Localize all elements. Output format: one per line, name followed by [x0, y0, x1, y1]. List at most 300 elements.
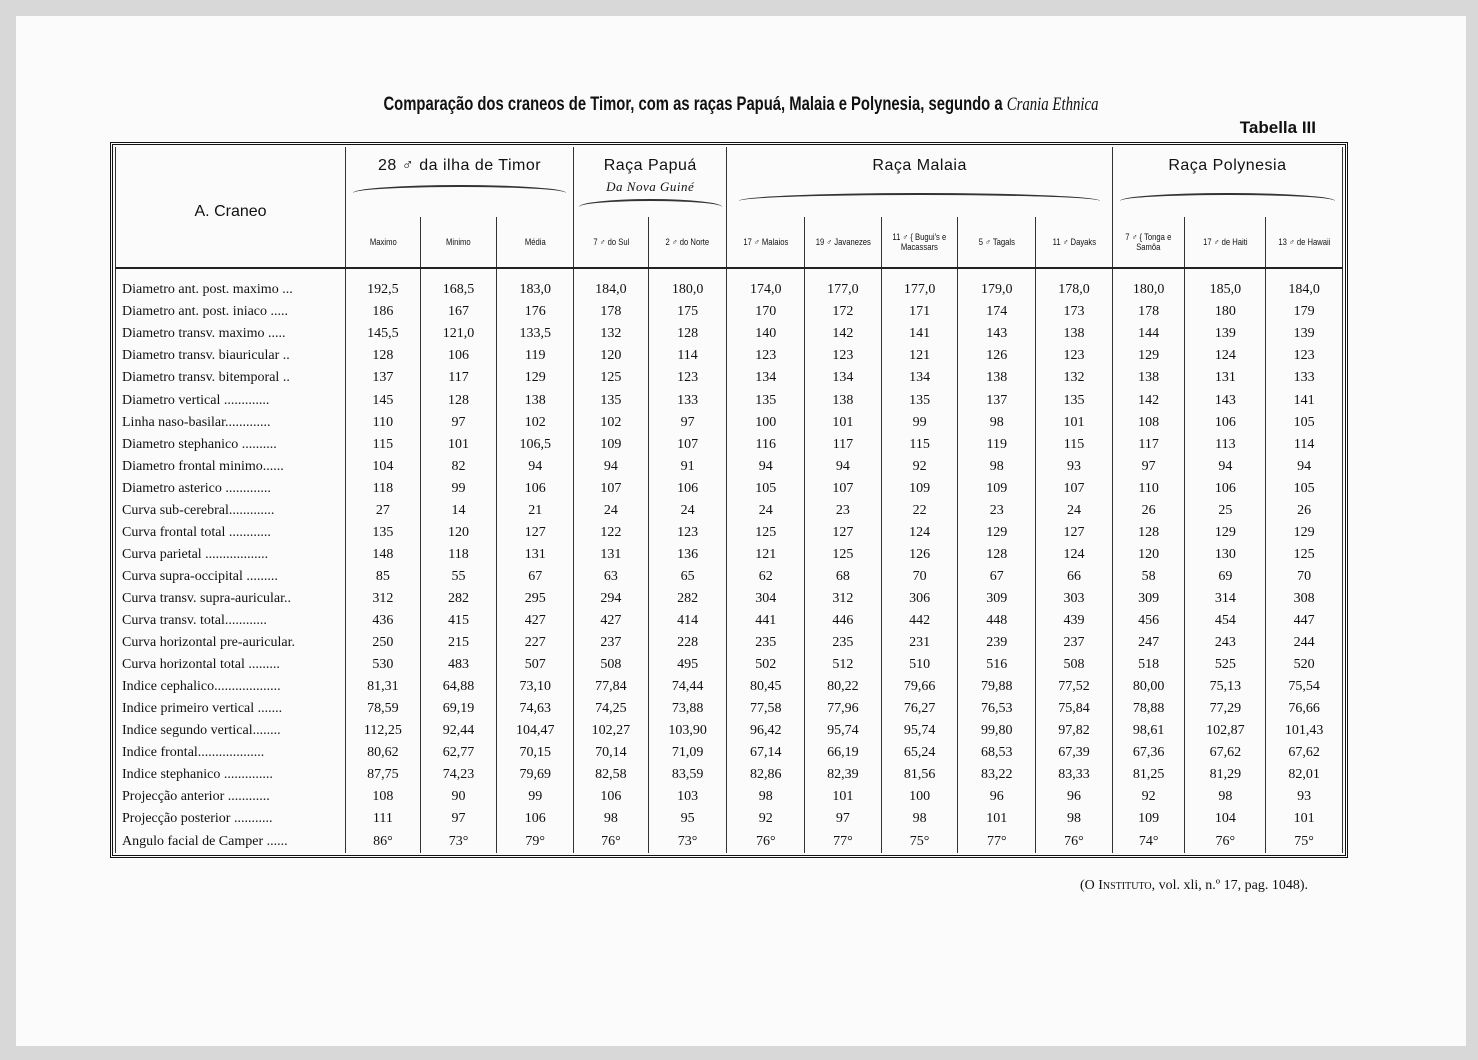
table-cell: 106	[1185, 412, 1266, 434]
table-cell: 96	[958, 787, 1036, 809]
table-row	[116, 787, 1343, 809]
group-malaia	[727, 147, 1112, 217]
table-cell: 110	[1112, 478, 1185, 500]
table-cell: 235	[727, 632, 805, 654]
table-cell: 82,01	[1266, 765, 1343, 787]
table-cell: 495	[648, 654, 727, 676]
table-row	[116, 302, 1343, 324]
table-cell: 102	[574, 412, 649, 434]
table-cell: 74°	[1112, 831, 1185, 853]
table-cell: 138	[958, 368, 1036, 390]
table-cell: 171	[881, 302, 958, 324]
table-cell: 23	[805, 500, 882, 522]
table-cell: 79°	[497, 831, 574, 853]
row-label: Linha naso-basilar.............	[116, 412, 346, 434]
table-cell: 123	[727, 346, 805, 368]
table-cell: 141	[881, 324, 958, 346]
table-cell: 124	[881, 522, 958, 544]
table-cell: 99	[497, 787, 574, 809]
table-cell: 282	[648, 588, 727, 610]
table-cell: 106	[497, 809, 574, 831]
group-polynesia	[1112, 147, 1342, 217]
table-cell: 142	[805, 324, 882, 346]
table-cell: 24	[574, 500, 649, 522]
table-cell: 174	[958, 302, 1036, 324]
table-cell: 177,0	[881, 268, 958, 302]
table-cell: 94	[1185, 456, 1266, 478]
row-label: Curva transv. supra-auricular..	[116, 588, 346, 610]
table-cell: 183,0	[497, 268, 574, 302]
table-cell: 75,54	[1266, 677, 1343, 699]
table-cell: 114	[1266, 434, 1343, 456]
table-cell: 295	[497, 588, 574, 610]
table-cell: 132	[574, 324, 649, 346]
table-cell: 76,66	[1266, 699, 1343, 721]
table-cell: 131	[574, 544, 649, 566]
table-cell: 83,22	[958, 765, 1036, 787]
table-cell: 104	[346, 456, 421, 478]
table-cell: 73°	[420, 831, 497, 853]
table-cell: 86°	[346, 831, 421, 853]
table-cell: 26	[1266, 500, 1343, 522]
row-label: Diametro transv. bitemporal ..	[116, 368, 346, 390]
table-cell: 101	[958, 809, 1036, 831]
table-cell: 133,5	[497, 324, 574, 346]
table-cell: 106	[574, 787, 649, 809]
table-cell: 110	[346, 412, 421, 434]
column-header: 11 ♂ Dayaks	[1041, 217, 1106, 268]
table-cell: 81,29	[1185, 765, 1266, 787]
table-cell: 145,5	[346, 324, 421, 346]
table-cell: 76°	[1036, 831, 1113, 853]
table-cell: 123	[648, 368, 727, 390]
table-cell: 90	[420, 787, 497, 809]
table-cell: 79,88	[958, 677, 1036, 699]
table-cell: 114	[648, 346, 727, 368]
table-number: Tabella III	[1239, 118, 1316, 137]
row-label: Projecção anterior ............	[116, 787, 346, 809]
table-cell: 123	[1266, 346, 1343, 368]
table-cell: 78,88	[1112, 699, 1185, 721]
table-cell: 507	[497, 654, 574, 676]
table-cell: 67,62	[1185, 743, 1266, 765]
table-cell: 309	[1112, 588, 1185, 610]
column-header: 2 ♂ do Norte	[654, 217, 721, 268]
table-cell: 127	[1036, 522, 1113, 544]
table-cell: 180	[1185, 302, 1266, 324]
table-cell: 135	[1036, 390, 1113, 412]
row-label: Curva supra-occipital .........	[116, 566, 346, 588]
row-label: Indice frontal...................	[116, 743, 346, 765]
table-cell: 106	[1185, 478, 1266, 500]
row-label: Projecção posterior ...........	[116, 809, 346, 831]
table-cell: 64,88	[420, 677, 497, 699]
brace-decoration	[579, 199, 722, 207]
table-cell: 135	[346, 522, 421, 544]
table-cell: 125	[1266, 544, 1343, 566]
table-row	[116, 456, 1343, 478]
table-cell: 92,44	[420, 721, 497, 743]
table-cell: 109	[574, 434, 649, 456]
table-cell: 178	[574, 302, 649, 324]
table-cell: 81,25	[1112, 765, 1185, 787]
table-cell: 131	[1185, 368, 1266, 390]
table-cell: 27	[346, 500, 421, 522]
table-cell: 74,63	[497, 699, 574, 721]
table-row	[116, 632, 1343, 654]
table-cell: 119	[497, 346, 574, 368]
table-cell: 178	[1112, 302, 1185, 324]
table-cell: 77,52	[1036, 677, 1113, 699]
table-cell: 68,53	[958, 743, 1036, 765]
table-cell: 101	[1036, 412, 1113, 434]
table-cell: 127	[497, 522, 574, 544]
row-label: Diametro asterico .............	[116, 478, 346, 500]
table-cell: 168,5	[420, 268, 497, 302]
table-cell: 133	[648, 390, 727, 412]
table-cell: 81,31	[346, 677, 421, 699]
group-malaia-label: Raça Malaia	[872, 157, 967, 174]
table-cell: 101	[805, 787, 882, 809]
table-row	[116, 368, 1343, 390]
table-cell: 101	[1266, 809, 1343, 831]
table-cell: 134	[805, 368, 882, 390]
table-cell: 138	[1112, 368, 1185, 390]
table-cell: 108	[1112, 412, 1185, 434]
table-cell: 176	[497, 302, 574, 324]
table-cell: 508	[574, 654, 649, 676]
table-cell: 70,14	[574, 743, 649, 765]
table-cell: 77,29	[1185, 699, 1266, 721]
table-cell: 66,19	[805, 743, 882, 765]
table-cell: 82	[420, 456, 497, 478]
table-cell: 98	[1185, 787, 1266, 809]
table-cell: 303	[1036, 588, 1113, 610]
table-cell: 115	[346, 434, 421, 456]
table-cell: 139	[1185, 324, 1266, 346]
table-cell: 127	[805, 522, 882, 544]
group-papua	[574, 147, 727, 217]
column-header: 7 ♂ do Sul	[579, 217, 642, 268]
table-cell: 510	[881, 654, 958, 676]
table-row	[116, 699, 1343, 721]
table-cell: 93	[1266, 787, 1343, 809]
table-cell: 141	[1266, 390, 1343, 412]
table-row	[116, 478, 1343, 500]
table-cell: 79,66	[881, 677, 958, 699]
data-table	[115, 147, 1343, 853]
table-row	[116, 721, 1343, 743]
table-cell: 102,87	[1185, 721, 1266, 743]
column-header: Média	[503, 217, 568, 268]
table-cell: 67	[958, 566, 1036, 588]
table-cell: 78,59	[346, 699, 421, 721]
table-cell: 512	[805, 654, 882, 676]
row-label: Diametro ant. post. iniaco .....	[116, 302, 346, 324]
table-cell: 120	[574, 346, 649, 368]
table-row	[116, 346, 1343, 368]
table-cell: 120	[420, 522, 497, 544]
table-cell: 215	[420, 632, 497, 654]
table-cell: 80,62	[346, 743, 421, 765]
table-cell: 119	[958, 434, 1036, 456]
table-row	[116, 831, 1343, 853]
table-cell: 99	[420, 478, 497, 500]
row-label: Curva frontal total ............	[116, 522, 346, 544]
table-cell: 237	[1036, 632, 1113, 654]
table-cell: 87,75	[346, 765, 421, 787]
table-cell: 129	[1185, 522, 1266, 544]
row-label: Curva sub-cerebral.............	[116, 500, 346, 522]
table-cell: 309	[958, 588, 1036, 610]
table-cell: 76,27	[881, 699, 958, 721]
document-page	[16, 16, 1466, 1046]
table-cell: 231	[881, 632, 958, 654]
table-cell: 123	[805, 346, 882, 368]
table-cell: 237	[574, 632, 649, 654]
table-cell: 113	[1185, 434, 1266, 456]
table-cell: 123	[1036, 346, 1113, 368]
table-cell: 508	[1036, 654, 1113, 676]
column-header: 7 ♂ { Tonga e Samôa	[1118, 217, 1180, 268]
table-cell: 415	[420, 610, 497, 632]
table-cell: 58	[1112, 566, 1185, 588]
table-cell: 94	[805, 456, 882, 478]
table-cell: 124	[1036, 544, 1113, 566]
table-cell: 98	[881, 809, 958, 831]
table-cell: 129	[497, 368, 574, 390]
group-papua-sublabel: Da Nova Guiné	[606, 179, 695, 194]
table-cell: 186	[346, 302, 421, 324]
table-cell: 69,19	[420, 699, 497, 721]
table-cell: 120	[1112, 544, 1185, 566]
table-cell: 70	[881, 566, 958, 588]
table-cell: 179,0	[958, 268, 1036, 302]
table-cell: 23	[958, 500, 1036, 522]
table-cell: 95	[648, 809, 727, 831]
table-cell: 446	[805, 610, 882, 632]
table-cell: 116	[727, 434, 805, 456]
table-cell: 117	[1112, 434, 1185, 456]
table-cell: 107	[574, 478, 649, 500]
brace-decoration	[1120, 193, 1335, 201]
table-cell: 98	[1036, 809, 1113, 831]
table-cell: 179	[1266, 302, 1343, 324]
source-note	[1080, 878, 1308, 894]
table-cell: 74,44	[648, 677, 727, 699]
table-cell: 180,0	[1112, 268, 1185, 302]
table-cell: 167	[420, 302, 497, 324]
table-cell: 97	[420, 412, 497, 434]
table-row	[116, 434, 1343, 456]
table-cell: 282	[420, 588, 497, 610]
table-cell: 138	[805, 390, 882, 412]
table-row	[116, 500, 1343, 522]
table-cell: 105	[1266, 478, 1343, 500]
table-cell: 95,74	[805, 721, 882, 743]
table-cell: 95,74	[881, 721, 958, 743]
table-cell: 131	[497, 544, 574, 566]
table-row	[116, 390, 1343, 412]
table-cell: 107	[648, 434, 727, 456]
column-header: 11 ♂ { Bugui's e Macassars	[887, 217, 952, 268]
table-cell: 173	[1036, 302, 1113, 324]
table-cell: 97,82	[1036, 721, 1113, 743]
table-cell: 22	[881, 500, 958, 522]
table-cell: 134	[727, 368, 805, 390]
group-polynesia-label: Raça Polynesia	[1168, 157, 1287, 174]
table-cell: 448	[958, 610, 1036, 632]
table-cell: 126	[958, 346, 1036, 368]
table-row	[116, 324, 1343, 346]
row-label: Diametro transv. biauricular ..	[116, 346, 346, 368]
table-cell: 125	[574, 368, 649, 390]
table-row	[116, 522, 1343, 544]
table-cell: 128	[958, 544, 1036, 566]
table-cell: 105	[1266, 412, 1343, 434]
table-cell: 107	[805, 478, 882, 500]
table-cell: 66	[1036, 566, 1113, 588]
table-cell: 97	[1112, 456, 1185, 478]
row-label: Diametro transv. maximo .....	[116, 324, 346, 346]
table-row	[116, 743, 1343, 765]
table-cell: 74,25	[574, 699, 649, 721]
page-title	[176, 94, 1307, 116]
table-body	[116, 268, 1343, 853]
table-cell: 441	[727, 610, 805, 632]
table-cell: 128	[346, 346, 421, 368]
row-label: Curva horizontal total .........	[116, 654, 346, 676]
column-header: 19 ♂ Javanezes	[810, 217, 875, 268]
row-label: Diametro frontal minimo......	[116, 456, 346, 478]
table-cell: 148	[346, 544, 421, 566]
table-cell: 97	[805, 809, 882, 831]
table-cell: 121	[881, 346, 958, 368]
table-cell: 516	[958, 654, 1036, 676]
table-cell: 134	[881, 368, 958, 390]
table-cell: 133	[1266, 368, 1343, 390]
row-label: Curva parietal ..................	[116, 544, 346, 566]
table-cell: 94	[1266, 456, 1343, 478]
table-cell: 135	[574, 390, 649, 412]
row-label: Indice primeiro vertical .......	[116, 699, 346, 721]
column-header: 17 ♂ Malaios	[733, 217, 799, 268]
row-label: Indice cephalico...................	[116, 677, 346, 699]
table-cell: 79,69	[497, 765, 574, 787]
table-row	[116, 809, 1343, 831]
table-cell: 135	[881, 390, 958, 412]
table-cell: 128	[420, 390, 497, 412]
column-header: Minimo	[426, 217, 491, 268]
table-cell: 94	[497, 456, 574, 478]
brace-decoration	[353, 185, 566, 193]
table-cell: 439	[1036, 610, 1113, 632]
table-cell: 102	[497, 412, 574, 434]
table-cell: 456	[1112, 610, 1185, 632]
table-cell: 85	[346, 566, 421, 588]
table-cell: 175	[648, 302, 727, 324]
table-cell: 75,13	[1185, 677, 1266, 699]
group-timor-label: 28 ♂ da ilha de Timor	[378, 157, 542, 174]
table-cell: 125	[805, 544, 882, 566]
table-cell: 111	[346, 809, 421, 831]
table-cell: 98	[574, 809, 649, 831]
table-cell: 101	[805, 412, 882, 434]
table-cell: 109	[881, 478, 958, 500]
table-cell: 427	[574, 610, 649, 632]
table-cell: 108	[346, 787, 421, 809]
table-cell: 130	[1185, 544, 1266, 566]
table-cell: 447	[1266, 610, 1343, 632]
table-cell: 100	[881, 787, 958, 809]
row-label: Curva transv. total............	[116, 610, 346, 632]
table-cell: 24	[727, 500, 805, 522]
row-label: Angulo facial de Camper ......	[116, 831, 346, 853]
group-papua-label: Raça Papuá	[603, 157, 697, 174]
brace-decoration	[739, 193, 1100, 201]
table-cell: 67,14	[727, 743, 805, 765]
table-cell: 518	[1112, 654, 1185, 676]
table-cell: 92	[727, 809, 805, 831]
table-cell: 93	[1036, 456, 1113, 478]
table-cell: 106	[648, 478, 727, 500]
table-cell: 21	[497, 500, 574, 522]
table-row	[116, 544, 1343, 566]
table-cell: 170	[727, 302, 805, 324]
table-cell: 125	[727, 522, 805, 544]
table-cell: 101,43	[1266, 721, 1343, 743]
table-cell: 454	[1185, 610, 1266, 632]
title-italic: Crania Ethnica	[1006, 94, 1099, 115]
table-cell: 103	[648, 787, 727, 809]
table-cell: 427	[497, 610, 574, 632]
table-cell: 98,61	[1112, 721, 1185, 743]
table-cell: 67,62	[1266, 743, 1343, 765]
table-cell: 65	[648, 566, 727, 588]
table-cell: 106	[420, 346, 497, 368]
table-cell: 306	[881, 588, 958, 610]
table-cell: 123	[648, 522, 727, 544]
table-row	[116, 677, 1343, 699]
table-cell: 126	[881, 544, 958, 566]
table-cell: 105	[727, 478, 805, 500]
table-cell: 180,0	[648, 268, 727, 302]
table-cell: 62,77	[420, 743, 497, 765]
table-cell: 145	[346, 390, 421, 412]
table-cell: 94	[727, 456, 805, 478]
table-cell: 77,58	[727, 699, 805, 721]
table-cell: 247	[1112, 632, 1185, 654]
table-cell: 63	[574, 566, 649, 588]
table-cell: 520	[1266, 654, 1343, 676]
table-cell: 102,27	[574, 721, 649, 743]
table-cell: 118	[420, 544, 497, 566]
table-cell: 76°	[574, 831, 649, 853]
table-cell: 92	[1112, 787, 1185, 809]
table-cell: 138	[1036, 324, 1113, 346]
table-row	[116, 268, 1343, 302]
table-cell: 137	[346, 368, 421, 390]
table-cell: 76°	[727, 831, 805, 853]
table-cell: 128	[648, 324, 727, 346]
table-cell: 77,96	[805, 699, 882, 721]
table-cell: 436	[346, 610, 421, 632]
table-cell: 67,39	[1036, 743, 1113, 765]
table-cell: 132	[1036, 368, 1113, 390]
table-cell: 117	[420, 368, 497, 390]
table-cell: 138	[497, 390, 574, 412]
table-cell: 103,90	[648, 721, 727, 743]
